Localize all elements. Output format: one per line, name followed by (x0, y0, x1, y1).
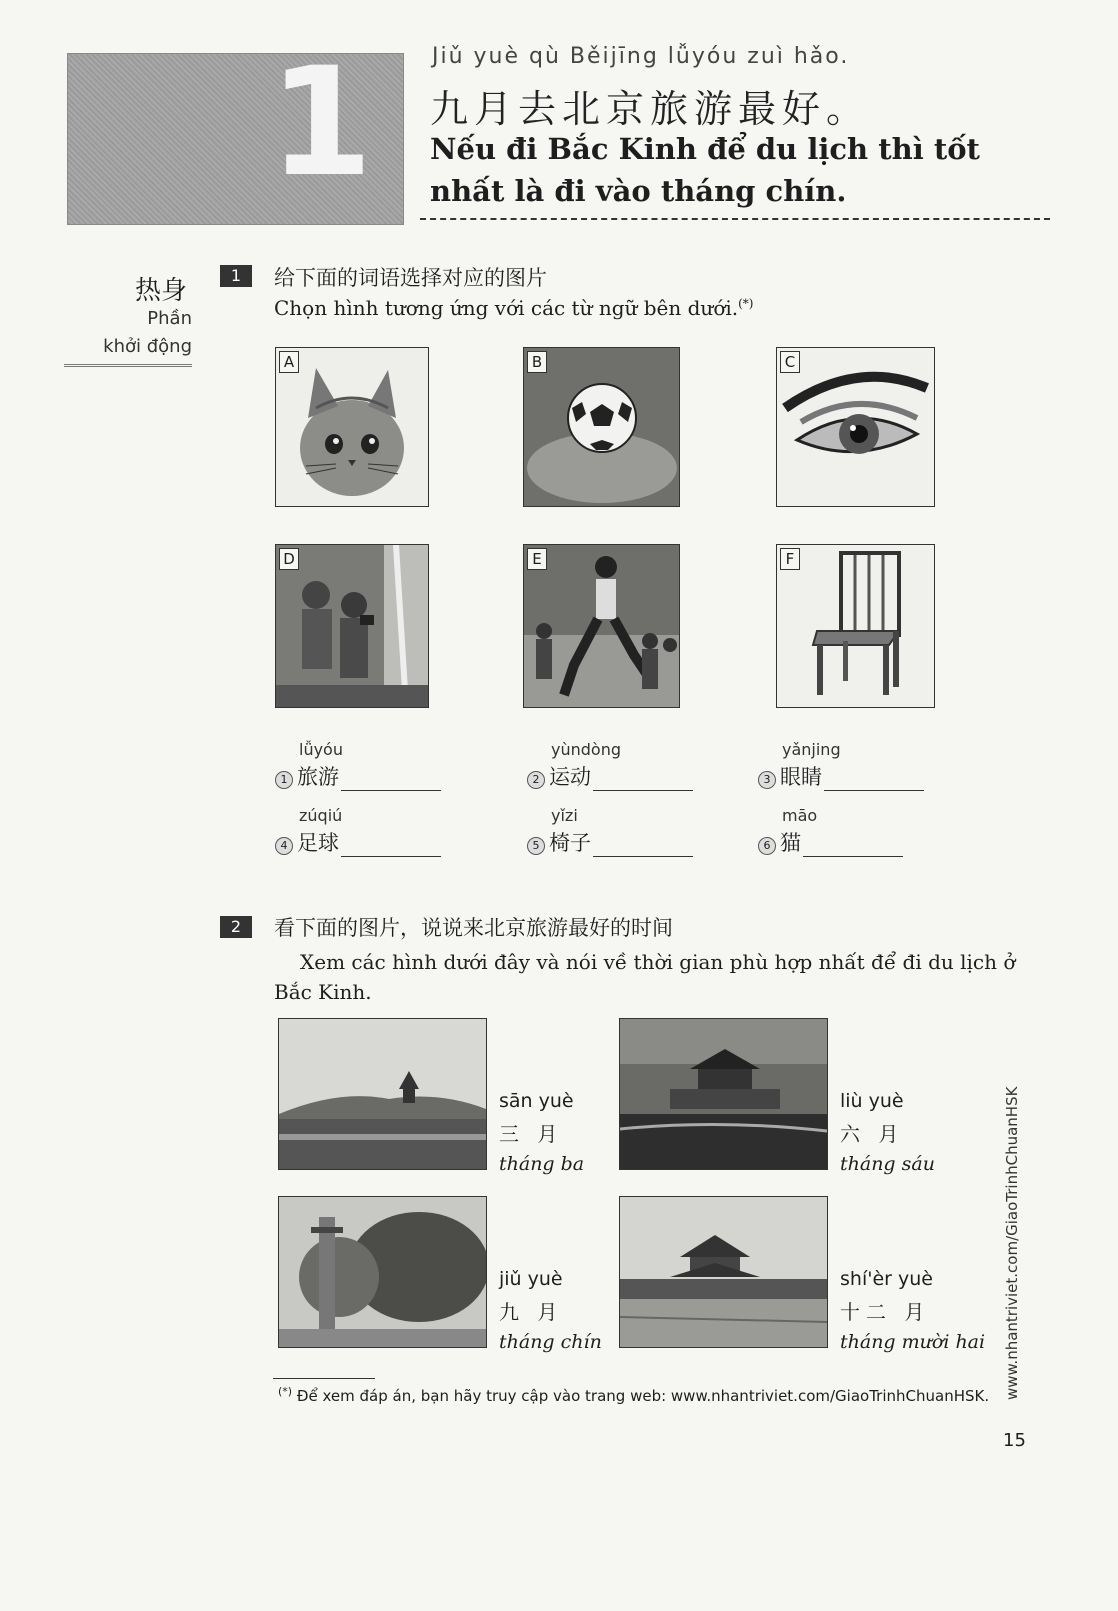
month-june: liù yuè 六 月 tháng sáu (840, 1090, 935, 1175)
section-label-rule (64, 364, 192, 367)
exercise-1-instruction-vi: Chọn hình tương ứng với các từ ngữ bên dưới.(*) (274, 296, 754, 320)
section-label-vietnamese: Phần khởi động (103, 308, 192, 357)
vocab-item-4: zúqiú 4 足球 (299, 806, 441, 857)
vocab-item-1: lǚyóu 1 旅游 (299, 740, 441, 791)
answer-blank[interactable] (341, 790, 441, 791)
photo-june (619, 1018, 828, 1170)
exercise-2-instruction-vi-2: Bắc Kinh. (274, 980, 372, 1004)
photo-march (278, 1018, 487, 1170)
title-chinese: 九月去北京旅游最好。 (430, 87, 871, 131)
answer-blank[interactable] (341, 856, 441, 857)
month-december: shí'èr yuè 十二 月 tháng mười hai (840, 1268, 986, 1353)
picture-b[interactable] (523, 347, 680, 507)
month-march: sān yuè 三 月 tháng ba (499, 1090, 585, 1175)
footnote-rule (273, 1378, 375, 1379)
month-september: jiǔ yuè 九 月 tháng chín (499, 1268, 602, 1353)
picture-e[interactable] (523, 544, 680, 708)
exercise-class-icon (524, 545, 679, 707)
answer-blank[interactable] (593, 790, 693, 791)
picture-letter: E (527, 548, 547, 570)
photo-september (278, 1196, 487, 1348)
header-divider (420, 218, 1050, 220)
page-number: 15 (1003, 1430, 1026, 1451)
vocab-item-2: yùndòng 2 运动 (551, 740, 693, 791)
footnote: (*) Để xem đáp án, bạn hãy truy cập vào trang web: www.nhantriviet.com/GiaoTrinhChuanHSK. (278, 1385, 990, 1405)
lesson-number: 1 (268, 36, 373, 210)
answer-blank[interactable] (824, 790, 924, 791)
soccer-ball-icon (524, 348, 679, 506)
picture-letter: F (780, 548, 800, 570)
vocab-item-3: yǎnjing 3 眼睛 (782, 740, 924, 791)
exercise-2-instruction-zh: 看下面的图片，说说来北京旅游最好的时间 (274, 916, 673, 940)
summer-palace-icon (279, 1019, 486, 1169)
vocab-item-6: māo 6 猫 (782, 806, 903, 857)
exercise-1-number: 1 (220, 265, 252, 287)
vocab-item-5: yǐzi 5 椅子 (551, 806, 693, 857)
eye-icon (777, 348, 934, 506)
section-label-chinese: 热身 (135, 276, 188, 306)
picture-a[interactable] (275, 347, 429, 507)
photo-december (619, 1196, 828, 1348)
chair-icon (777, 545, 934, 707)
answer-blank[interactable] (593, 856, 693, 857)
huabiao-column-icon (279, 1197, 486, 1347)
lesson-number-block (67, 36, 404, 225)
picture-letter: D (279, 548, 299, 570)
picture-letter: C (780, 351, 800, 373)
picture-letter: B (527, 351, 547, 373)
picture-f[interactable] (776, 544, 935, 708)
tiananmen-icon (620, 1019, 827, 1169)
title-vietnamese: Nếu đi Bắc Kinh để du lịch thì tốt nhất là đi vào tháng chín. (430, 132, 980, 208)
exercise-1-instruction-zh: 给下面的词语选择对应的图片 (274, 266, 547, 290)
picture-c[interactable] (776, 347, 935, 507)
forbidden-city-corner-tower-icon (620, 1197, 827, 1347)
picture-letter: A (279, 351, 299, 373)
picture-d[interactable] (275, 544, 429, 708)
side-website-url: www.nhantriviet.com/GiaoTrinhChuanHSK (1003, 1086, 1021, 1400)
exercise-2-number: 2 (220, 916, 252, 938)
answer-blank[interactable] (803, 856, 903, 857)
exercise-2-instruction-vi: Xem các hình dưới đây và nói về thời gian phù hợp nhất để đi du lịch ở (300, 950, 1016, 974)
title-pinyin: Jiǔ yuè qù Běijīng lǚyóu zuì hǎo. (432, 44, 850, 69)
